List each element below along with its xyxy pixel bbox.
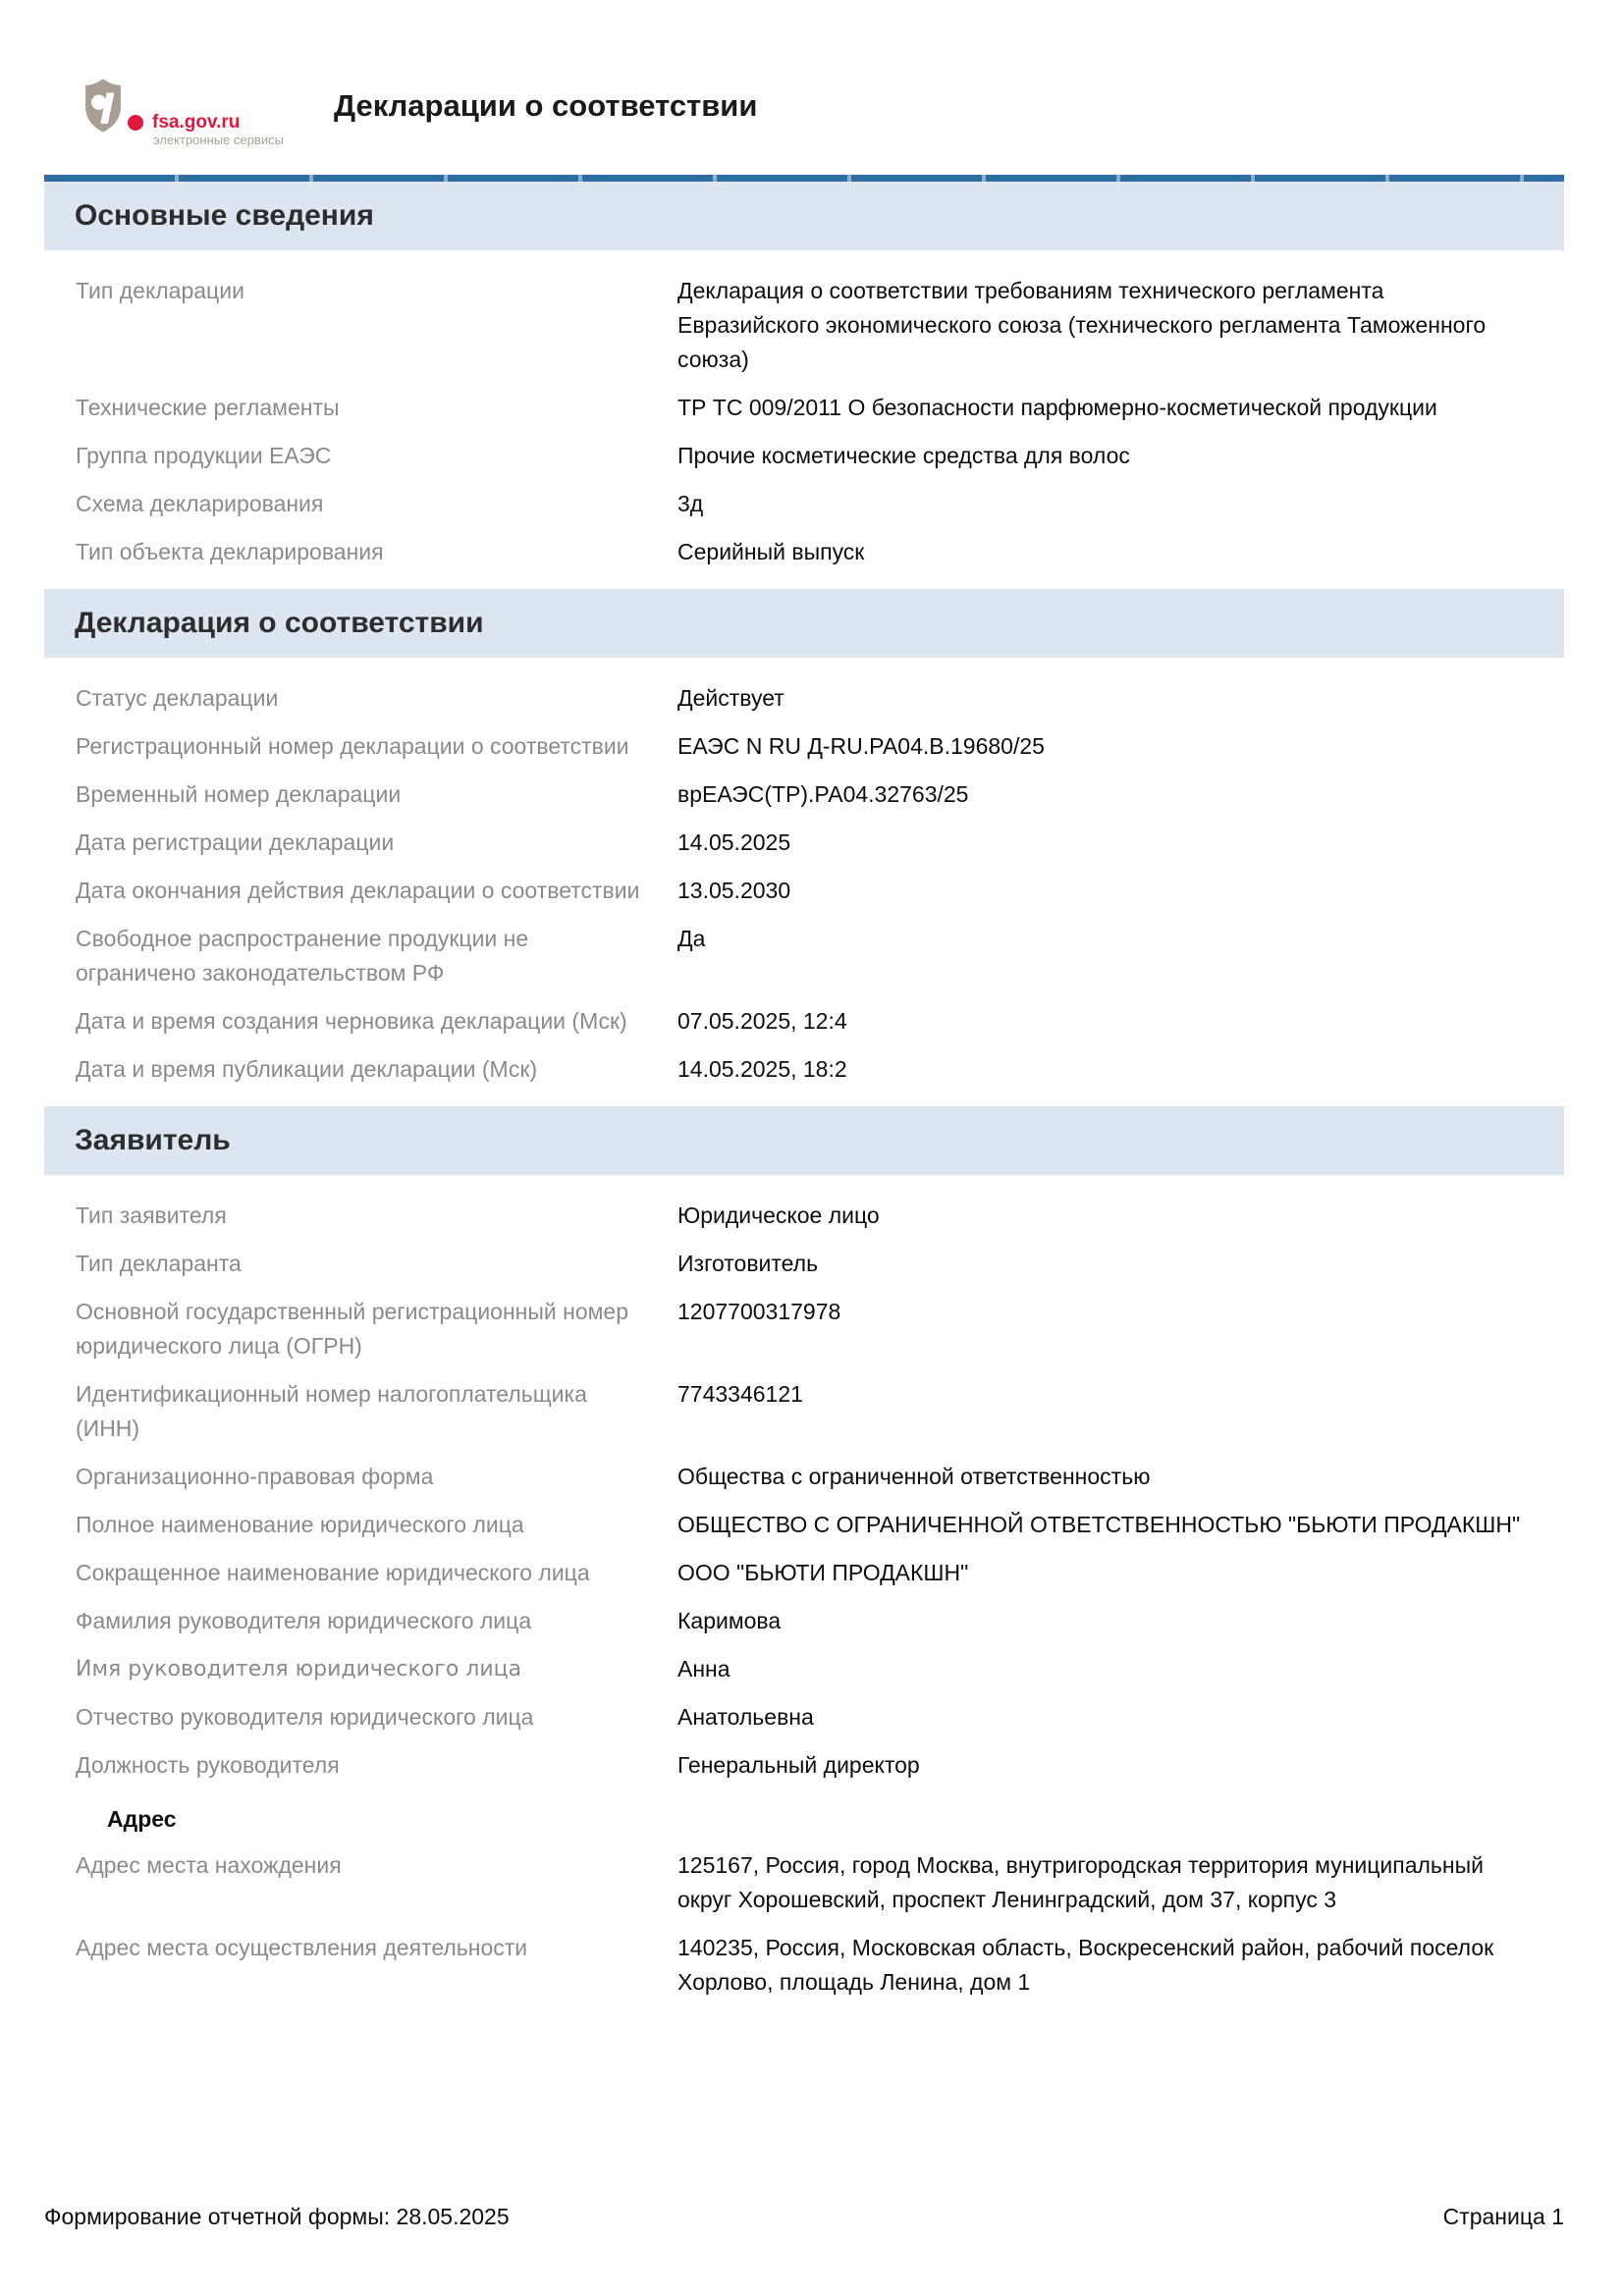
field-label: Свободное распространение продукции не ограничено законодательством РФ	[76, 926, 529, 986]
field-label: Технические регламенты	[76, 395, 340, 420]
field-value: Серийный выпуск	[677, 539, 865, 564]
field-label: Временный номер декларации	[76, 781, 402, 807]
address-subheading: Адрес	[107, 1806, 177, 1832]
field-value: ООО "БЬЮТИ ПРОДАКШН"	[677, 1560, 969, 1585]
field-value: 3д	[677, 491, 704, 516]
field-row-head-surname	[76, 1604, 1564, 1638]
section-declaration	[44, 589, 1564, 1106]
field-row-short-name	[76, 1556, 1564, 1590]
field-label: Сокращенное наименование юридического лица	[76, 1560, 590, 1585]
field-value: Изготовитель	[677, 1251, 819, 1276]
section-title: Декларация о соответствии	[75, 607, 484, 639]
field-label: Основной государственный регистрационный номер юридического лица (ОГРН)	[76, 1299, 629, 1359]
field-label: Схема декларирования	[76, 491, 324, 516]
field-label: Тип заявителя	[76, 1202, 227, 1228]
field-value: ОБЩЕСТВО С ОГРАНИЧЕННОЙ ОТВЕТСТВЕННОСТЬЮ "БЬЮТИ ПРОДАКШН"	[677, 1512, 1521, 1537]
field-value: Каримова	[677, 1608, 782, 1633]
field-row-temporary-number	[76, 777, 1564, 812]
field-row-ogrn	[76, 1295, 1564, 1363]
page-title: Декларации о соответствии	[334, 88, 758, 123]
field-value: 125167, Россия, город Москва, внутригородская территория муниципальный округ Хорошевский, проспект Ленинградский, дом 37, корпус 3	[677, 1852, 1484, 1912]
field-label: Дата окончания действия декларации о соответствии	[76, 878, 640, 903]
field-label: Группа продукции ЕАЭС	[76, 443, 332, 468]
section-main-info	[44, 175, 1564, 589]
fsa-emblem-icon	[84, 79, 122, 133]
field-row-free-distribution	[76, 922, 1564, 990]
field-row-head-position	[76, 1748, 1564, 1783]
footer-generated-date: Формирование отчетной формы: 28.05.2025	[44, 2204, 510, 2229]
field-value: 14.05.2025	[677, 829, 791, 855]
field-row-legal-address	[76, 1848, 1564, 1917]
field-label: Адрес места нахождения	[76, 1852, 342, 1878]
field-label: Регистрационный номер декларации о соответствии	[76, 733, 629, 759]
field-label: Идентификационный номер налогоплательщика (ИНН)	[76, 1381, 587, 1441]
field-row-technical-regulations	[76, 391, 1564, 425]
field-label: Тип декларации	[76, 278, 244, 303]
field-value: ТР ТС 009/2011 О безопасности парфюмерно-косметической продукции	[677, 395, 1437, 420]
section-rows	[44, 658, 1564, 1106]
section-header	[44, 175, 1564, 250]
logo-tagline: электронные сервисы	[153, 133, 284, 147]
field-row-declarant-type	[76, 1247, 1564, 1281]
field-row-registration-number	[76, 729, 1564, 764]
field-label: Отчество руководителя юридического лица	[76, 1704, 534, 1730]
field-label: Дата и время создания черновика декларации (Мск)	[76, 1008, 627, 1034]
field-label: Фамилия руководителя юридического лица	[76, 1608, 532, 1633]
section-header	[44, 1106, 1564, 1175]
document-header	[0, 0, 1623, 175]
section-rows	[44, 250, 1564, 589]
footer-page-number: Страница 1	[1442, 2204, 1564, 2229]
field-value: врЕАЭС(ТР).РА04.32763/25	[677, 781, 969, 807]
field-value: Да	[677, 926, 706, 951]
field-value: 1207700317978	[677, 1299, 841, 1324]
field-row-published	[76, 1052, 1564, 1087]
field-row-registration-date	[76, 826, 1564, 860]
logo-red-dot-icon	[128, 115, 143, 131]
field-row-activity-address	[76, 1931, 1564, 2000]
field-label: Статус декларации	[76, 685, 279, 711]
field-row-product-group	[76, 439, 1564, 473]
field-row-status	[76, 681, 1564, 716]
field-row-legal-form	[76, 1460, 1564, 1494]
field-label: Полное наименование юридического лица	[76, 1512, 524, 1537]
document-body	[0, 175, 1623, 2019]
field-value: Общества с ограниченной ответственностью	[677, 1464, 1151, 1489]
field-row-head-firstname	[76, 1652, 1564, 1686]
field-label: Тип декларанта	[76, 1251, 242, 1276]
field-row-expiry-date	[76, 874, 1564, 908]
logo-domain-text: fsa.gov.ru	[152, 112, 241, 133]
field-label: Организационно-правовая форма	[76, 1464, 434, 1489]
field-value: 13.05.2030	[677, 878, 791, 903]
field-row-declaration-type	[76, 274, 1564, 377]
fsa-logo	[84, 75, 300, 145]
section-title: Заявитель	[75, 1124, 231, 1156]
section-title: Основные сведения	[75, 199, 374, 232]
field-row-object-type	[76, 535, 1564, 569]
field-row-head-patronymic	[76, 1700, 1564, 1735]
field-value: Прочие косметические средства для волос	[677, 443, 1130, 468]
field-row-full-name	[76, 1508, 1564, 1542]
field-value: Декларация о соответствии требованиям технического регламента Евразийского экономического союза (технического регламента Таможенного союза)	[677, 278, 1487, 372]
field-value: ЕАЭС N RU Д-RU.РА04.В.19680/25	[677, 733, 1045, 759]
field-value: Действует	[677, 685, 784, 711]
field-label: Имя руководителя юридического лица	[76, 1657, 522, 1682]
field-row-draft-created	[76, 1004, 1564, 1039]
field-value: Генеральный директор	[677, 1752, 920, 1778]
field-value: Юридическое лицо	[677, 1202, 880, 1228]
field-value: 7743346121	[677, 1381, 803, 1407]
field-label: Дата регистрации декларации	[76, 829, 395, 855]
field-value: 14.05.2025, 18:2	[677, 1056, 847, 1082]
field-row-declaration-scheme	[76, 487, 1564, 521]
document-footer	[44, 2204, 1564, 2230]
field-row-inn	[76, 1377, 1564, 1446]
section-header	[44, 589, 1564, 658]
field-value: Анатольевна	[677, 1704, 814, 1730]
section-applicant	[44, 1106, 1564, 2019]
section-rows	[44, 1175, 1564, 2019]
field-label: Тип объекта декларирования	[76, 539, 384, 564]
field-label: Адрес места осуществления деятельности	[76, 1935, 528, 1960]
field-value: 07.05.2025, 12:4	[677, 1008, 847, 1034]
field-value: 140235, Россия, Московская область, Воскресенский район, рабочий поселок Хорлово, площадь Ленина, дом 1	[677, 1935, 1494, 1995]
field-row-applicant-type	[76, 1199, 1564, 1233]
field-label: Должность руководителя	[76, 1752, 340, 1778]
field-value: Анна	[677, 1656, 730, 1682]
field-label: Дата и время публикации декларации (Мск)	[76, 1056, 538, 1082]
